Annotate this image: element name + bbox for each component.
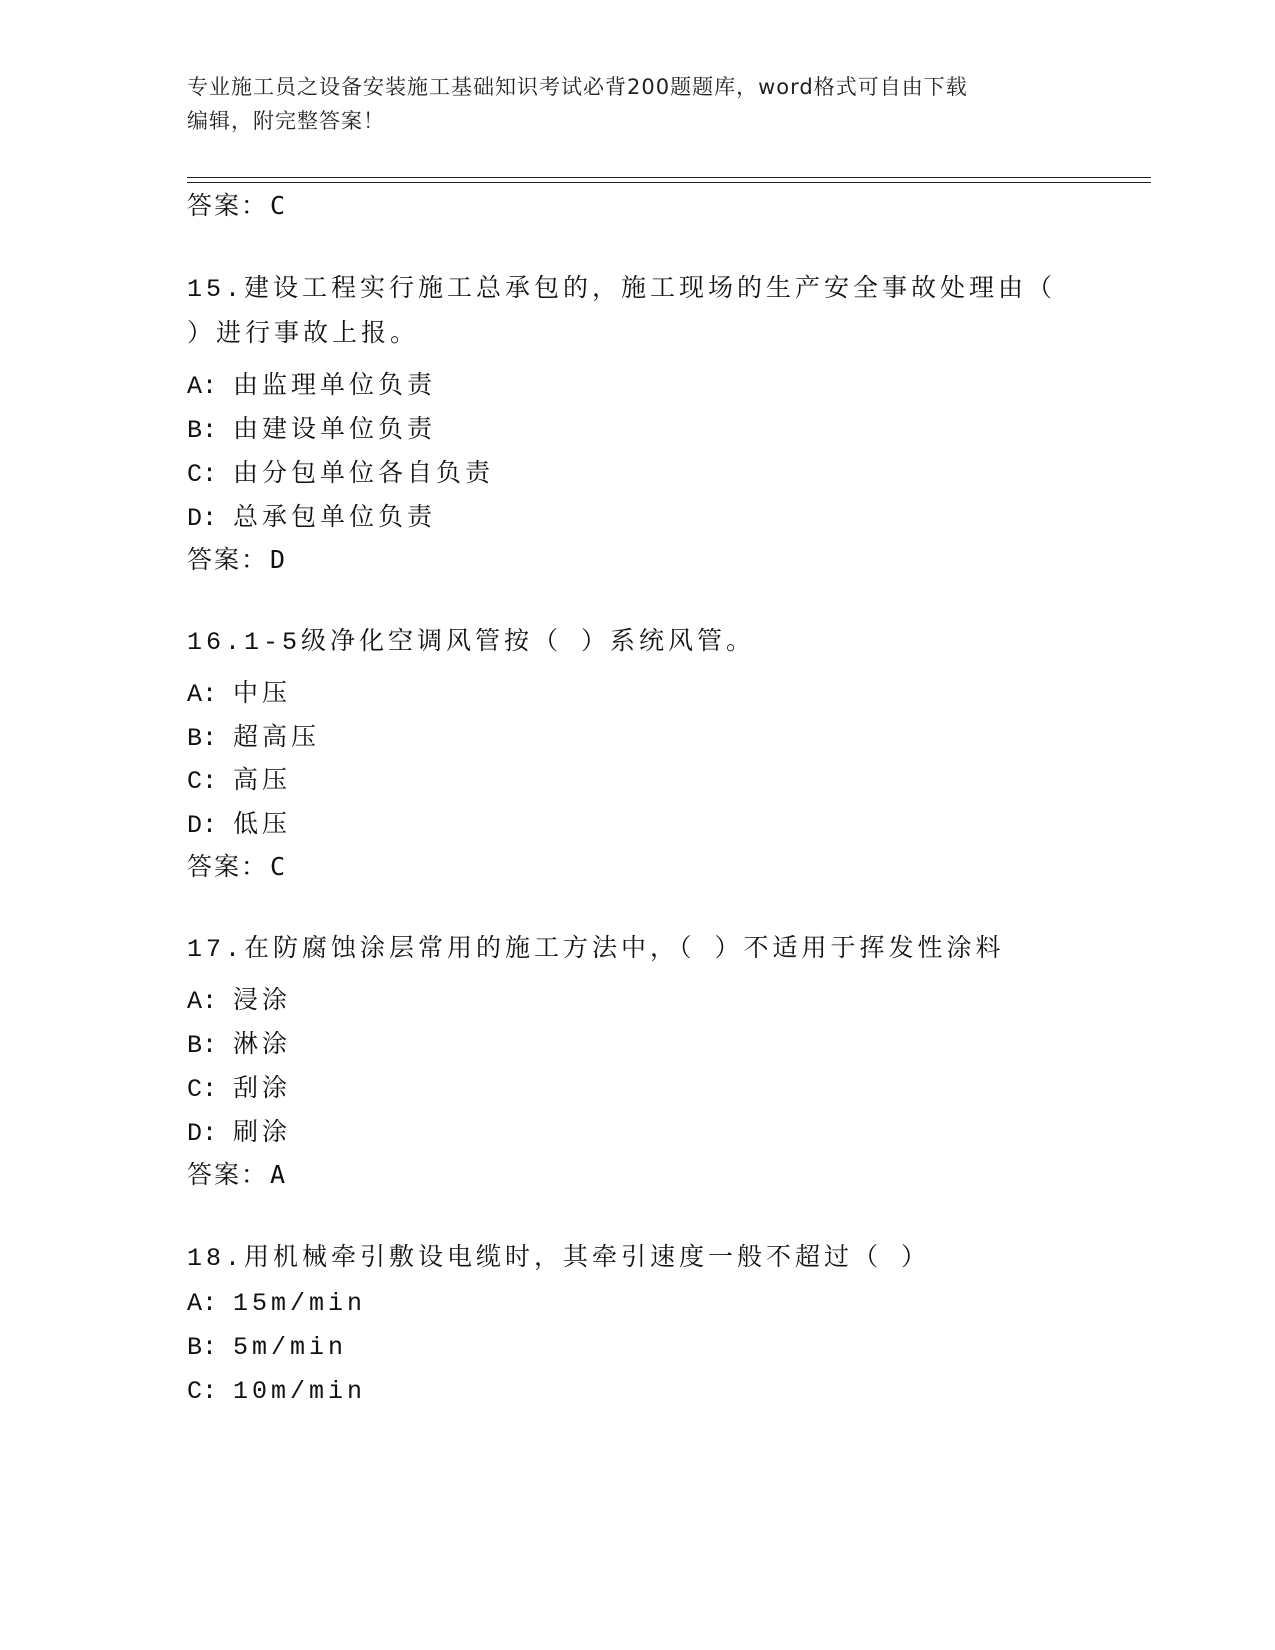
option-key: D:	[187, 504, 218, 533]
answer-label: 答案：	[187, 852, 269, 881]
option-key: B:	[187, 416, 218, 445]
answer-label: 答案：	[187, 191, 269, 220]
option-text: 由监理单位负责	[233, 372, 437, 401]
question-17-line1: 17.在防腐蚀涂层常用的施工方法中，（ ）不适用于挥发性涂料	[187, 935, 1005, 964]
answer-label: 答案：	[187, 545, 269, 574]
option-key: A:	[187, 987, 218, 1016]
answer-value: D	[270, 545, 286, 574]
option-key: C:	[187, 1075, 218, 1104]
question-15-line2: ）进行事故上报。	[187, 320, 420, 349]
option-key: B:	[187, 1031, 218, 1060]
option-15-b	[187, 409, 436, 445]
header-divider-top	[187, 177, 1151, 178]
question-16-line1: 16.1-5级净化空调风管按（ ）系统风管。	[187, 628, 756, 657]
header-divider-bottom	[187, 182, 1151, 183]
option-text: 由分包单位各自负责	[233, 460, 495, 489]
option-15-a	[187, 365, 436, 401]
option-16-a	[187, 673, 291, 709]
option-key: C:	[187, 767, 218, 796]
option-18-b	[187, 1333, 347, 1362]
option-key: D:	[187, 811, 218, 840]
option-16-d	[187, 804, 291, 840]
option-text: 15m/min	[233, 1289, 367, 1318]
option-key: B:	[187, 1333, 218, 1362]
option-key: B:	[187, 724, 218, 753]
answer-value: C	[270, 191, 286, 220]
header-title-line1: 专业施工员之设备安装施工基础知识考试必背200题题库，word格式可自由下载	[187, 75, 968, 99]
option-text: 低压	[233, 811, 292, 840]
option-15-c	[187, 453, 494, 489]
answer-value: C	[270, 852, 286, 881]
option-16-c	[187, 760, 291, 796]
question-18-line1: 18.用机械牵引敷设电缆时，其牵引速度一般不超过（ ）	[187, 1244, 931, 1273]
header-title-line2: 编辑，附完整答案！	[187, 109, 385, 133]
option-key: C:	[187, 460, 218, 489]
option-key: A:	[187, 1289, 218, 1318]
answer-17	[187, 1155, 285, 1191]
question-15-line1: 15.建设工程实行施工总承包的，施工现场的生产安全事故处理由（	[187, 275, 1057, 304]
option-key: D:	[187, 1119, 218, 1148]
answer-value: A	[270, 1160, 286, 1189]
question-15	[187, 267, 1056, 357]
option-text: 中压	[233, 680, 292, 709]
option-text: 总承包单位负责	[233, 504, 437, 533]
question-17	[187, 927, 1005, 972]
option-16-b	[187, 717, 320, 753]
question-18	[187, 1236, 930, 1281]
answer-label: 答案：	[187, 1160, 269, 1189]
question-16	[187, 620, 755, 665]
answer-14	[187, 186, 285, 222]
option-text: 刷涂	[233, 1119, 292, 1148]
answer-15	[187, 540, 285, 576]
option-18-a	[187, 1289, 366, 1318]
option-18-c	[187, 1377, 366, 1406]
option-15-d	[187, 497, 436, 533]
option-text: 浸涂	[233, 987, 292, 1016]
option-text: 淋涂	[233, 1031, 292, 1060]
option-17-b	[187, 1024, 291, 1060]
option-17-d	[187, 1112, 291, 1148]
option-text: 5m/min	[233, 1333, 348, 1362]
option-text: 由建设单位负责	[233, 416, 437, 445]
option-text: 超高压	[233, 724, 321, 753]
option-key: A:	[187, 680, 218, 709]
option-17-a	[187, 980, 291, 1016]
option-text: 高压	[233, 767, 292, 796]
answer-16	[187, 847, 285, 883]
option-key: A:	[187, 372, 218, 401]
option-text: 刮涂	[233, 1075, 292, 1104]
option-text: 10m/min	[233, 1377, 367, 1406]
document-header	[187, 70, 1067, 138]
option-17-c	[187, 1068, 291, 1104]
option-key: C:	[187, 1377, 218, 1406]
